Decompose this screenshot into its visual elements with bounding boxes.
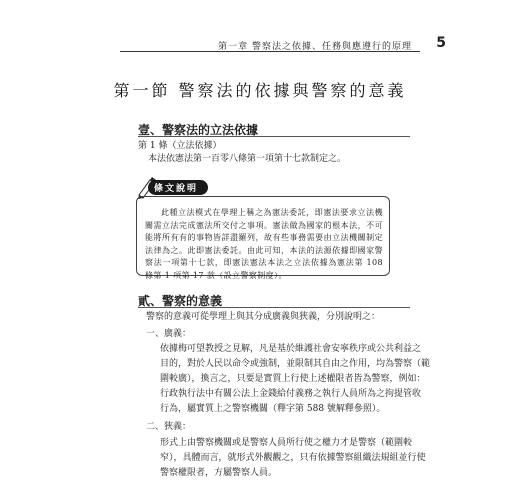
broad-line: 依據梅可望教授之見解，凡是基於維護社會安寧秩序或公共利益之 — [160, 344, 422, 354]
section-title: 第一節 警察法的依據與警察的意義 — [113, 81, 407, 100]
explanation-text — [145, 207, 383, 282]
explanation-paragraph: 此種立法模式在學理上稱之為憲法委託，即憲法要求立法機關需立法完成憲法所交付之事項。憲法做為國家的根本法，不可能將所有有的事物皆詳盡羅列，故有些事務需要由立法機關制定法律為之。此即憲法委託。由此可知，本法的法源依據即國家警察法一項第十七款，即憲法憲法本法之立法依據為憲法第 108 條第 1 項第 17 款（設立警察制度）。 — [145, 208, 383, 280]
narrow-line: 形式上由警察機關或是警察人員所行使之權力才是警察（範圍較 — [160, 438, 413, 448]
meaning-intro: 警察的意義可從學理上與其分成廣義與狹義，分別說明之： — [146, 312, 381, 322]
broad-line: 行為，屬實質上之警察機關（釋字第 588 號解釋參照）。 — [160, 404, 386, 414]
narrow-line: 窄），具體而言，就形式外觀觀之，只有依據警察組織法規組並行使 — [160, 453, 426, 463]
page-number: 5 — [436, 35, 446, 51]
badge-label: 條文說明 — [154, 184, 199, 194]
running-title: 第一章 警察法之依據、任務與應遵行的原理 — [218, 42, 412, 52]
article-label: 第 1 條（立法依據） — [138, 141, 222, 151]
running-header — [120, 35, 460, 52]
heading-rule — [138, 136, 410, 137]
broad-line: 行政執行法中有關公法上金錢給付義務之執行人員所為之拘提管收 — [160, 389, 422, 399]
broad-line: 圍較廣），換言之，只要是實質上行使上述權限者皆為警察，例如： — [160, 374, 426, 384]
article-text: 本法依憲法第一百零八條第一項第十七款制定之。 — [148, 154, 347, 164]
broad-heading: 一、廣義： — [146, 329, 192, 339]
narrow-line: 警察權限者，方屬警察人員。 — [160, 468, 278, 478]
narrow-heading: 二、狹義： — [146, 422, 192, 432]
broad-line: 目的，對於人民以命令或強制，並限制其自由之作用，均為警察（範 — [160, 359, 431, 369]
heading-legal-basis: 壹、警察法的立法依據 — [138, 123, 259, 137]
heading-meaning: 貳、警察的意義 — [138, 294, 223, 308]
explanation-box — [136, 196, 390, 280]
heading-rule — [138, 307, 410, 308]
